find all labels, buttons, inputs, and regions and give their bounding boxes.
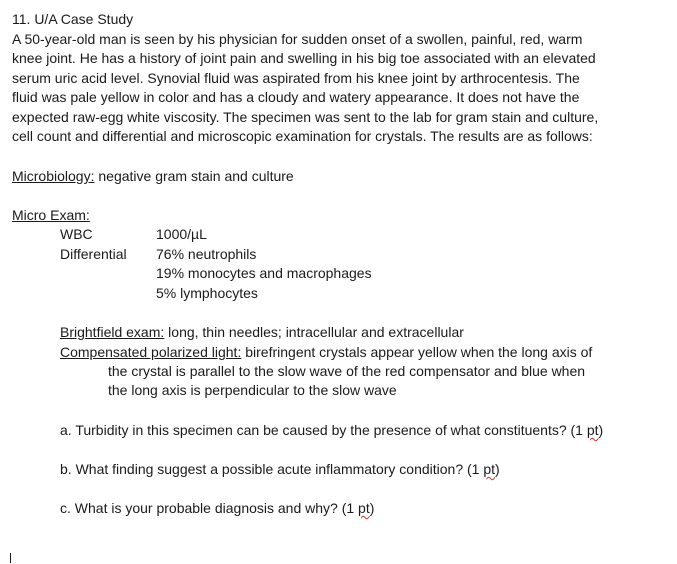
differential-label: Differential (60, 246, 127, 262)
question-a (60, 421, 603, 440)
points-abbrev: pt (586, 422, 599, 438)
differential-value: 76% neutrophils (156, 246, 257, 262)
question-text: b. What finding suggest a possible acute inflammatory condition? (1 (60, 461, 484, 477)
polarized-line-3: the long axis is perpendicular to the slow wave (108, 382, 397, 398)
differential-value: 19% monocytes and macrophages (156, 265, 372, 281)
paragraph-line: cell count and differential and microscopic examination for crystals. The results are as follows: (12, 128, 593, 144)
microbiology-line (12, 167, 294, 186)
microbiology-label: Microbiology: (12, 168, 95, 184)
brightfield-text: long, thin needles; intracellular and extracellular (164, 324, 464, 340)
paragraph-line: serum uric acid level. Synovial fluid was aspirated from his knee joint by arthrocentesis. The (12, 70, 580, 86)
microbiology-text: negative gram stain and culture (94, 168, 294, 184)
text-cursor[interactable] (10, 553, 11, 563)
question-text: a. Turbidity in this specimen can be caused by the presence of what constituents? (1 (60, 422, 587, 438)
polarized-line-2: the crystal is parallel to the slow wave of the red compensator and blue when (108, 363, 586, 379)
paragraph-line: A 50-year-old man is seen by his physician for sudden onset of a swollen, painful, red, warm (12, 31, 583, 47)
question-close: ) (369, 500, 375, 516)
paragraph-line: expected raw-egg white viscosity. The specimen was sent to the lab for gram stain and culture, (12, 109, 599, 125)
paragraph-line: fluid was pale yellow in color and has a cloudy and watery appearance. It does not have the (12, 89, 580, 105)
question-c (60, 499, 374, 518)
question-b (60, 460, 500, 479)
wbc-label: WBC (60, 226, 93, 242)
page-title: 11. U/A Case Study (12, 11, 134, 27)
wbc-value: 1000/µL (156, 226, 207, 242)
points-abbrev: pt (358, 500, 370, 516)
micro-exam-label: Micro Exam: (12, 207, 90, 223)
question-close: ) (598, 422, 604, 438)
brightfield-line (60, 323, 464, 342)
differential-value: 5% lymphocytes (156, 285, 258, 301)
points-abbrev: pt (483, 461, 496, 477)
question-close: ) (495, 461, 500, 477)
brightfield-label: Brightfield exam: (60, 324, 165, 340)
polarized-line (60, 343, 592, 362)
polarized-text: birefringent crystals appear yellow when the long axis of (241, 344, 593, 360)
paragraph-line: knee joint. He has a history of joint pain and swelling in his big toe associated with an elevated (12, 50, 596, 66)
question-text: c. What is your probable diagnosis and why? (1 (60, 500, 359, 516)
polarized-label: Compensated polarized light: (60, 344, 242, 360)
